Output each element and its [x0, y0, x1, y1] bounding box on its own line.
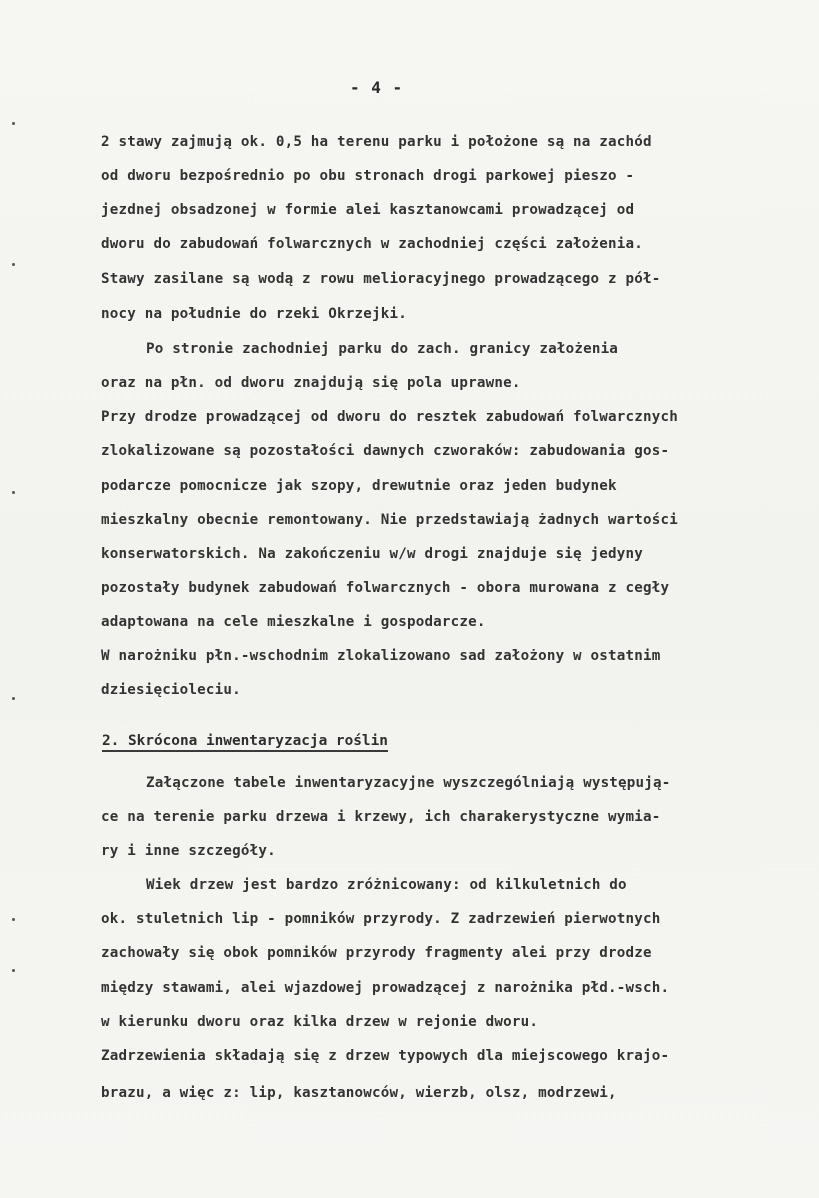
text-line: Przy drodze prowadzącej od dworu do resztek zabudowań folwarcznych — [101, 409, 678, 425]
text-line: jezdnej obsadzonej w formie alei kasztanowcami prowadzącej od — [101, 202, 635, 218]
page-number: - 4 - — [350, 78, 404, 97]
text-line: brazu, a więc z: lip, kasztanowców, wierzb, olsz, modrzewi, — [101, 1085, 617, 1101]
text-line: dziesięcioleciu. — [101, 682, 241, 698]
text-line: między stawami, alei wjazdowej prowadzącej z narożnika płd.-wsch. — [101, 980, 670, 996]
scan-speck — [12, 697, 15, 700]
text-line: Załączone tabele inwentaryzacyjne wyszczególniają występują- — [146, 775, 671, 791]
text-line: ry i inne szczegóły. — [101, 843, 276, 859]
text-line: 2 stawy zajmują ok. 0,5 ha terenu parku i położone są na zachód — [101, 134, 652, 150]
scan-speck — [12, 122, 15, 125]
text-line: konserwatorskich. Na zakończeniu w/w drogi znajduje się jedyny — [101, 546, 643, 562]
scan-speck — [12, 918, 15, 921]
text-line: ok. stuletnich lip - pomników przyrody. Z zadrzewień pierwotnych — [101, 911, 661, 927]
text-line: oraz na płn. od dworu znajdują się pola uprawne. — [101, 375, 521, 391]
text-line: mieszkalny obecnie remontowany. Nie przedstawiają żadnych wartości — [101, 512, 678, 528]
text-line: ce na terenie parku drzewa i krzewy, ich charakerystyczne wymia- — [101, 809, 661, 825]
section-heading: 2. Skrócona inwentaryzacja roślin — [102, 733, 388, 752]
text-line: od dworu bezpośrednio po obu stronach drogi parkowej pieszo - — [101, 168, 635, 184]
text-line: W narożniku płn.-wschodnim zlokalizowano sad założony w ostatnim — [101, 648, 661, 664]
text-line: pozostały budynek zabudowań folwarcznych - obora murowana z cegły — [101, 580, 670, 596]
text-line: adaptowana na cele mieszkalne i gospodarcze. — [101, 614, 486, 630]
text-line: Wiek drzew jest bardzo zróżnicowany: od kilkuletnich do — [146, 877, 627, 893]
scan-speck — [12, 969, 15, 972]
text-line: nocy na południe do rzeki Okrzejki. — [101, 306, 407, 322]
text-line: w kierunku dworu oraz kilka drzew w rejonie dworu. — [101, 1014, 539, 1030]
text-line: podarcze pomocnicze jak szopy, drewutnie oraz jeden budynek — [101, 478, 617, 494]
text-line: Zadrzewienia składają się z drzew typowych dla miejscowego krajo- — [101, 1048, 670, 1064]
text-line: Stawy zasilane są wodą z rowu melioracyjnego prowadzącego z pół- — [101, 271, 661, 287]
text-line: zlokalizowane są pozostałości dawnych czworaków: zabudowania gos- — [101, 443, 670, 459]
scan-speck — [12, 491, 15, 494]
text-line: zachowały się obok pomników przyrody fragmenty alei przy drodze — [101, 945, 652, 961]
text-line: Po stronie zachodniej parku do zach. granicy założenia — [146, 341, 619, 357]
text-line: dworu do zabudowań folwarcznych w zachodniej części założenia. — [101, 236, 643, 252]
scan-speck — [12, 263, 15, 266]
